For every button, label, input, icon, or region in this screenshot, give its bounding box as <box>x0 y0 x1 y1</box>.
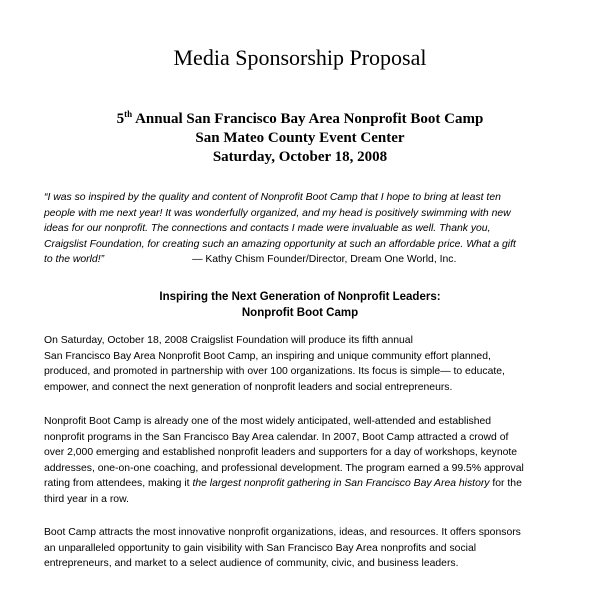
paragraph-line: over 2,000 emerging and established nonprofit leaders and supporters for a day of workshops, keynote <box>44 447 518 458</box>
quote-line: Craigslist Foundation, for creating such an amazing opportunity at such an affordable price. What a gift <box>44 238 516 250</box>
paragraph-line: On Saturday, October 18, 2008 Craigslist Foundation will produce its fifth annual <box>44 335 413 346</box>
section-heading <box>0 289 600 321</box>
paragraph-line: San Francisco Bay Area Nonprofit Boot Camp, an inspiring and unique community effort planned, <box>44 350 491 362</box>
paragraph-line: entrepreneurs, and market to a select audience of community, civic, and business leaders. <box>44 558 459 569</box>
paragraph-line-end: for the <box>489 478 522 489</box>
section-heading-line2: Nonprofit Boot Camp <box>241 307 359 319</box>
paragraph-italic-phrase: the largest nonprofit gathering in San Francisco Bay Area history <box>192 478 490 489</box>
quote-line: “I was so inspired by the quality and content of Nonprofit Boot Camp that I hope to bring at least ten <box>44 192 501 203</box>
paragraph-intro <box>44 333 564 395</box>
paragraph-line <box>44 476 564 492</box>
event-venue: San Mateo County Event Center <box>195 130 405 146</box>
paragraph-line-start: rating from attendees, making it <box>44 478 193 489</box>
paragraph-reputation <box>44 414 564 507</box>
event-date: Saturday, October 18, 2008 <box>212 149 388 165</box>
paragraph-line: Nonprofit Boot Camp is already one of the most widely anticipated, well-attended and established <box>44 416 492 427</box>
paragraph-line: Boot Camp attracts the most innovative nonprofit organizations, ideas, and resources. It offers sponsors <box>44 527 521 538</box>
paragraph-line: addresses, one-on-one coaching, and professional development. The program earned a 99.5% approval <box>44 462 524 474</box>
paragraph-line: an unparalleled opportunity to gain visibility with San Francisco Bay Area nonprofits and social <box>44 542 477 554</box>
testimonial-quote <box>44 190 564 268</box>
event-name <box>0 110 600 129</box>
section-heading-line1: Inspiring the Next Generation of Nonprofit Leaders: <box>159 291 441 303</box>
paragraph-line: produced, and promoted in partnership with over 100 organizations. Its focus is simple— to educate, <box>44 366 505 377</box>
quote-attribution: — Kathy Chism Founder/Director, Dream One World, Inc. <box>192 254 457 266</box>
event-ordinal-number: 5 <box>116 111 125 127</box>
paragraph-line: nonprofit programs in the San Francisco Bay Area calendar. In 2007, Boot Camp attracted a crowd of <box>44 431 509 443</box>
paragraph-sponsor-value <box>44 525 564 572</box>
event-name-rest: Annual San Francisco Bay Area Nonprofit Boot Camp <box>132 111 484 127</box>
quote-end: to the world!” <box>44 254 105 266</box>
paragraph-line: third year in a row. <box>44 493 129 505</box>
paragraph-line: empower, and connect the next generation of nonprofit leaders and social entrepreneurs. <box>44 381 453 393</box>
document-title: Media Sponsorship Proposal <box>173 45 427 70</box>
event-ordinal-suffix: th <box>124 109 133 119</box>
event-header <box>0 110 600 167</box>
quote-line: people with me next year! It was wonderfully organized, and my head is positively swimming with new <box>44 207 511 219</box>
quote-last-line <box>44 252 564 268</box>
quote-line: ideas for our nonprofit. The connections and contacts I made were invaluable as well. Thank you, <box>44 223 491 235</box>
